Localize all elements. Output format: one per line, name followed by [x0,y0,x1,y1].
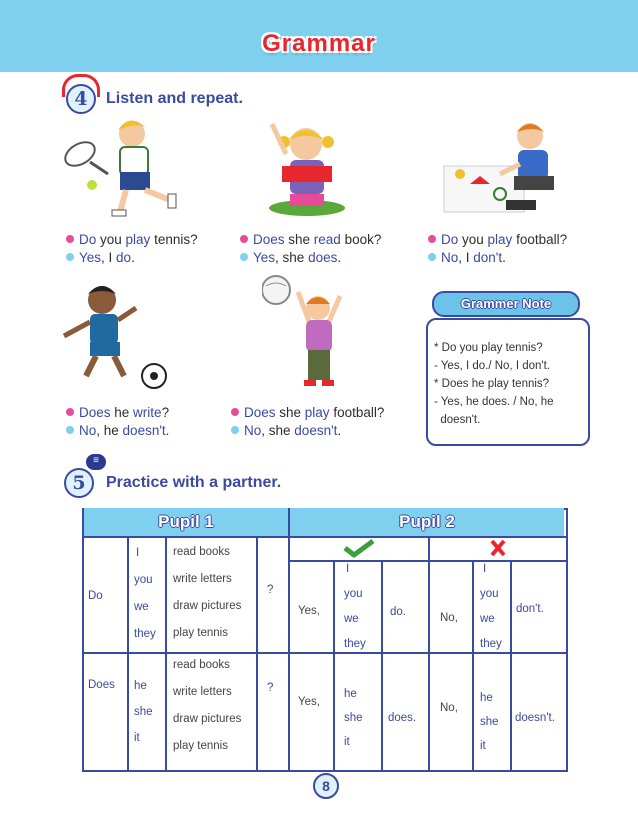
row1-no-subject: I [483,563,487,575]
row2-subject: he [134,680,147,692]
table-line [428,536,430,770]
row1-yes-subject: we [344,613,359,625]
bullet-icon [231,408,239,416]
row1-subject: I [136,547,140,559]
bullet-icon [231,426,239,434]
check-icon [342,538,376,558]
dialog-5-question: Does she play football? [231,405,384,420]
table-line [333,560,335,770]
section-4-title: Listen and repeat. [106,90,243,107]
dialog-3-question: Do you play football? [428,232,567,247]
boy-playing-tennis-image [60,112,190,222]
table-line [165,536,167,770]
table-line [82,652,566,654]
dialog-4-question: Does he write? [66,405,169,420]
row1-verb: draw pictures [173,600,242,612]
table-line [381,560,383,770]
bullet-icon [66,235,74,243]
cross-icon [488,538,508,558]
row2-verb: draw pictures [173,713,242,725]
speech-bubble-icon: ≡ [86,454,106,470]
row2-yes-aux: does. [388,712,417,724]
note-line-5: doesn't. [434,414,481,426]
row1-no-aux: don't. [516,603,544,615]
dialog-1-question: Do you play tennis? [66,232,198,247]
row2-question-mark: ? [267,682,274,694]
bullet-icon [428,253,436,261]
section-5-title: Practice with a partner. [106,474,282,491]
note-line-2: - Yes, I do./ No, I don't. [434,360,550,372]
row1-subject: we [134,601,149,613]
row1-no: No, [440,612,458,624]
row2-subject: she [134,706,153,718]
boy-drawing-pictures-image [440,114,570,220]
row1-subject: they [134,628,156,640]
bullet-icon [240,235,248,243]
note-line-3: * Does he play tennis? [434,378,550,390]
table-line [472,560,474,770]
row1-verb: read books [173,546,230,558]
page-title: Grammar [262,30,376,57]
row2-subject: it [134,732,140,744]
dialog-2-question: Does she read book? [240,232,381,247]
dialog-3-answer: No, I don't. [428,250,506,265]
note-line-4: - Yes, he does. / No, he [434,396,554,408]
row2-yes-subject: she [344,712,363,724]
pupil-2-header: Pupil 2 [290,508,564,536]
dialog-4-answer: No, he doesn't. [66,423,169,438]
row1-subject: you [134,574,153,586]
row2-no-subject: it [480,740,486,752]
bullet-icon [428,235,436,243]
row1-yes-subject: I [346,563,350,575]
row1-yes-subject: you [344,588,363,600]
header-banner [0,0,638,72]
row2-verb: write letters [173,686,232,698]
row2-verb: play tennis [173,740,228,752]
row2-no-subject: he [480,692,493,704]
bullet-icon [66,426,74,434]
row1-no-subject: they [480,638,502,650]
row2-yes-subject: he [344,688,357,700]
row2-no-subject: she [480,716,499,728]
row2-no: No, [440,702,458,714]
dialog-1-answer: Yes, I do. [66,250,135,265]
pupil-1-header: Pupil 1 [84,508,288,536]
grammar-note-title: Grammer Note [432,291,580,317]
page-number: 8 [313,773,339,799]
row2-yes: Yes, [298,696,320,708]
row1-question-mark: ? [267,584,274,596]
row2-no-aux: doesn't. [515,712,555,724]
bullet-icon [66,408,74,416]
table-line [510,560,512,770]
row1-no-subject: we [480,613,495,625]
row1-no-subject: you [480,588,499,600]
table-line [288,560,566,562]
dialog-5-answer: No, she doesn't. [231,423,341,438]
girl-playing-football-image [262,272,346,396]
table-line [288,508,290,770]
bullet-icon [240,253,248,261]
girl-reading-book-image [262,114,352,218]
boy-playing-football-image [56,278,170,390]
note-line-1: * Do you play tennis? [434,342,543,354]
table-line [256,536,258,770]
row1-yes-subject: they [344,638,366,650]
row2-verb: read books [173,659,230,671]
row1-aux: Do [88,590,103,602]
row2-yes-subject: it [344,736,350,748]
dialog-2-answer: Yes, she does. [240,250,341,265]
row1-yes: Yes, [298,605,320,617]
row2-aux: Does [88,679,115,691]
bullet-icon [66,253,74,261]
table-line [127,536,129,770]
row1-verb: write letters [173,573,232,585]
row1-yes-aux: do. [390,606,406,618]
section-number-5: 5 [64,468,94,498]
row1-verb: play tennis [173,627,228,639]
section-number-4: 4 [66,84,96,114]
